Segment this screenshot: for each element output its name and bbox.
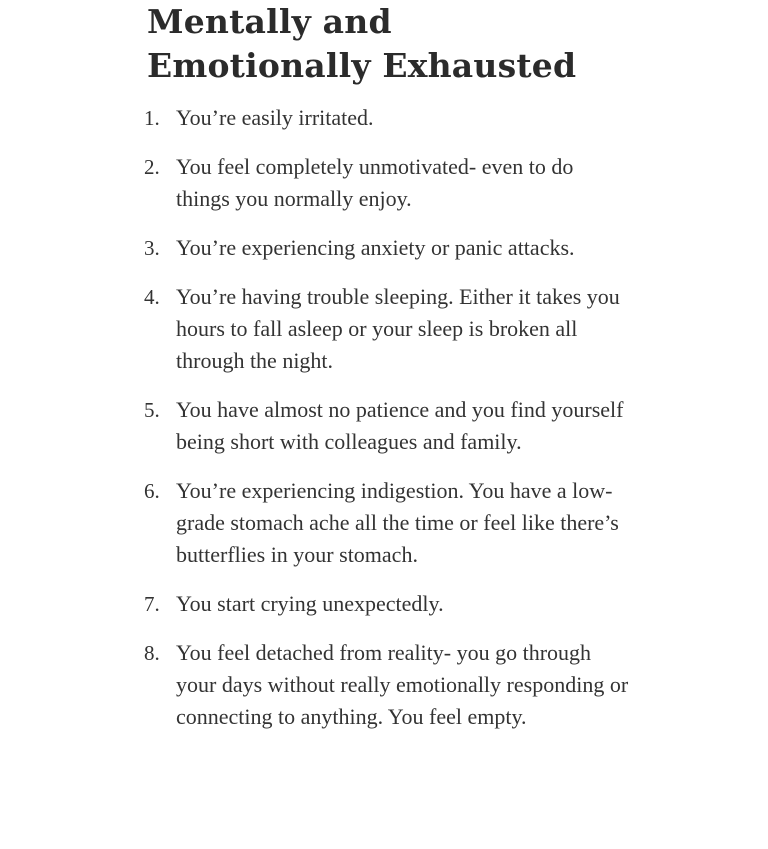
item-number: 2. — [144, 155, 160, 179]
article — [144, 0, 747, 750]
list-item — [144, 588, 576, 620]
item-text: You’re experiencing indigestion. You have a low-grade stomach ache all the time or feel like there’s butterflies in your stomach. — [176, 478, 619, 567]
item-number: 7. — [144, 592, 160, 616]
item-number: 3. — [144, 236, 160, 260]
list-item — [144, 232, 596, 264]
item-text: You feel completely unmotivated- even to do things you normally enjoy. — [176, 154, 574, 211]
list-item — [144, 102, 506, 134]
list-item — [144, 394, 636, 458]
item-text: You feel detached from reality- you go through your days without really emotionally responding or connecting to anything. You feel empty. — [176, 640, 629, 729]
list-item — [144, 151, 626, 215]
page-title — [147, 0, 747, 88]
item-text: You’re experiencing anxiety or panic attacks. — [176, 235, 575, 260]
item-number: 4. — [144, 285, 160, 309]
list-item — [144, 475, 656, 571]
item-text: You’re having trouble sleeping. Either it takes you hours to fall asleep or your sleep is broken all through the night. — [176, 284, 620, 373]
title-line-1: Mentally and — [147, 2, 392, 41]
item-number: 5. — [144, 398, 160, 422]
item-number: 1. — [144, 106, 160, 130]
list-item — [144, 281, 636, 377]
item-text: You’re easily irritated. — [176, 105, 374, 130]
title-line-2: Emotionally Exhausted — [147, 46, 577, 85]
item-number: 6. — [144, 479, 160, 503]
item-text: You have almost no patience and you find yourself being short with colleagues and family. — [176, 397, 624, 454]
symptom-list — [144, 102, 747, 733]
item-text: You start crying unexpectedly. — [176, 591, 444, 616]
item-number: 8. — [144, 641, 160, 665]
list-item — [144, 637, 631, 733]
